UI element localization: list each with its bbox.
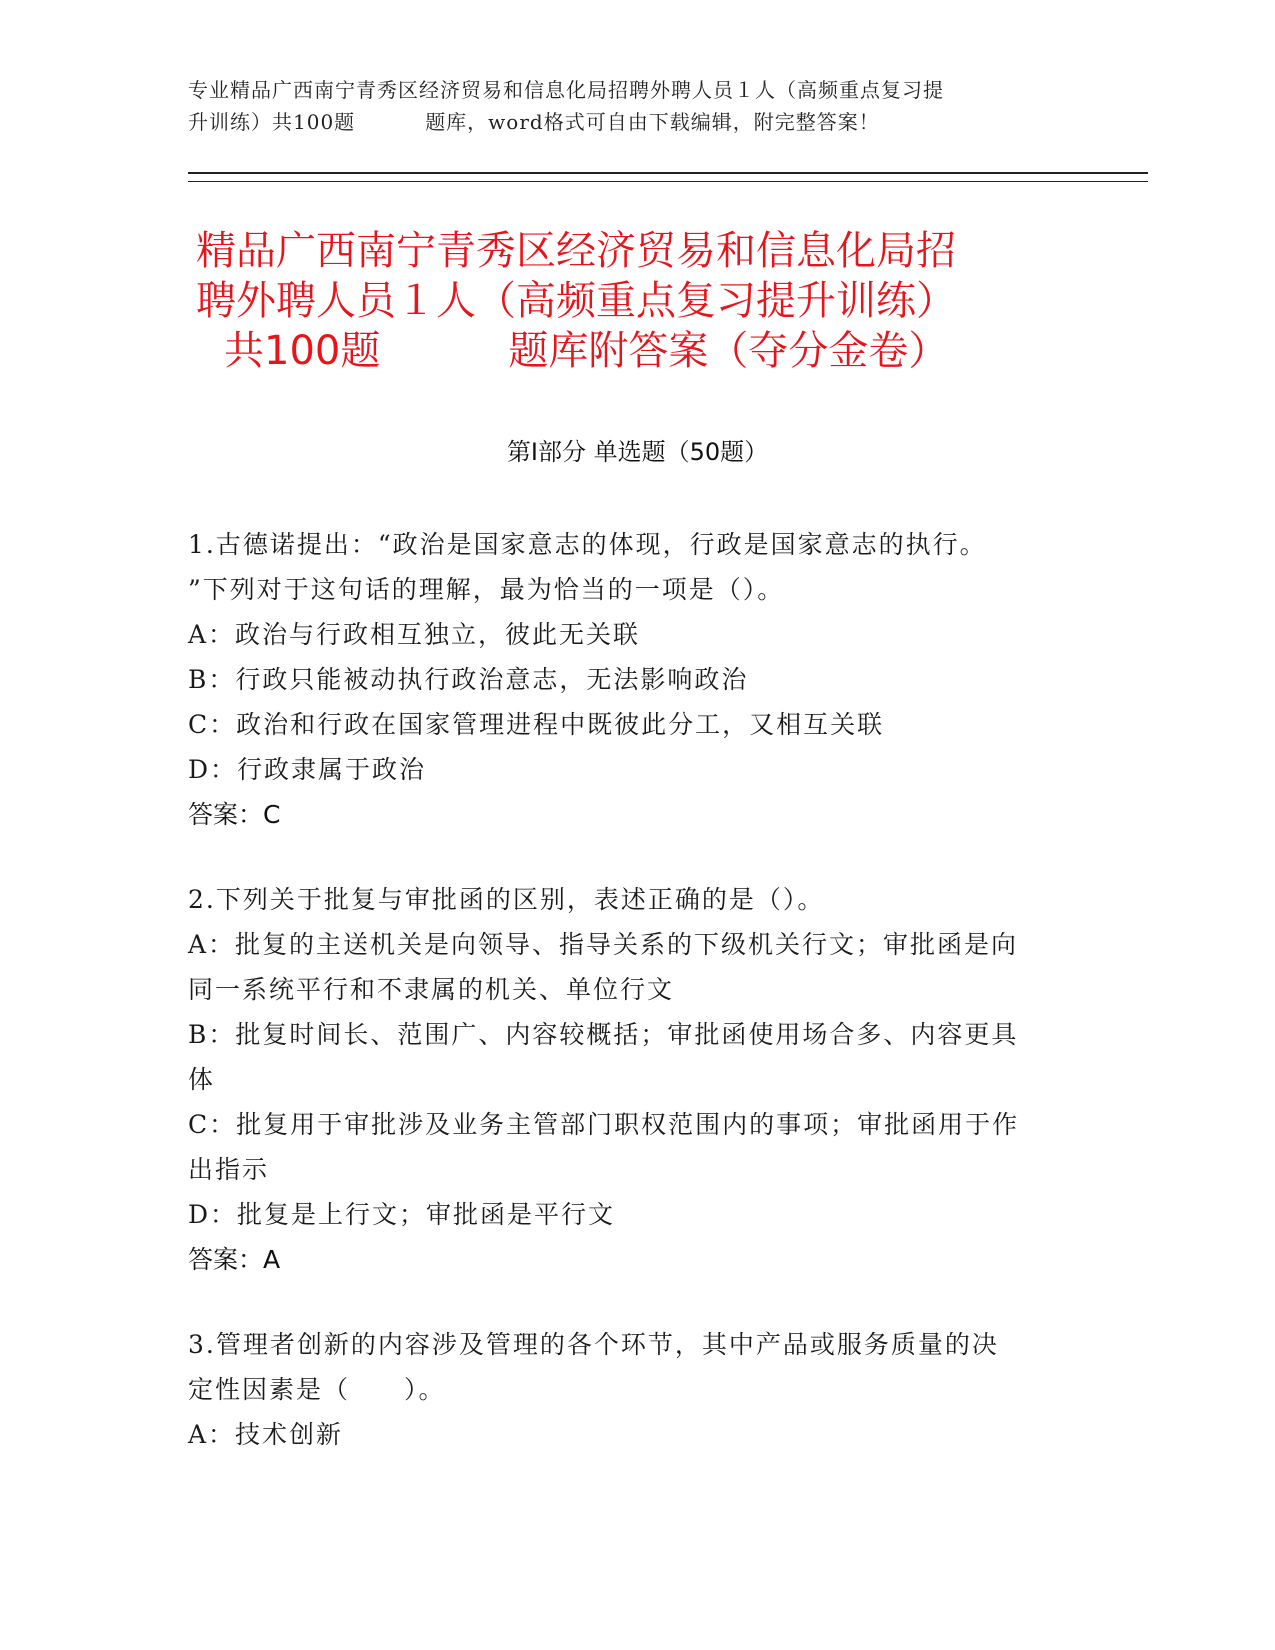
question-text-line: 1.古德诺提出：“政治是国家意志的体现，行政是国家意志的执行。 <box>188 530 987 559</box>
header-note-line-2 <box>188 106 1088 138</box>
answer-option-line: A：批复的主送机关是向领导、指导关系的下级机关行文；审批函是向 <box>188 930 1019 959</box>
header-rule-thick <box>188 172 1148 174</box>
question-list <box>188 522 1068 1497</box>
answer-option-line: B：批复时间长、范围广、内容较概括；审批函使用场合多、内容更具 <box>188 1020 1019 1049</box>
section-title: 第Ⅰ部分 单选题（50题） <box>506 438 769 466</box>
title-line-3b: 题库附答案（夺分金卷） <box>508 328 949 374</box>
header-note <box>188 74 1088 138</box>
question-item <box>188 1322 1068 1457</box>
answer-option-line: A：技术创新 <box>188 1420 344 1449</box>
question-text-line: 定性因素是（ ）。 <box>188 1375 446 1404</box>
answer-option-line: C：政治和行政在国家管理进程中既彼此分工，又相互关联 <box>188 710 885 739</box>
question-text-line: ”下列对于这句话的理解，最为恰当的一项是（）。 <box>188 575 785 604</box>
header-rule-thin <box>188 181 1148 182</box>
header-note-line-2b: 题库，word格式可自由下载编辑，附完整答案！ <box>425 110 880 134</box>
document-title <box>196 226 1096 376</box>
answer-option-line: D：批复是上行文；审批函是平行文 <box>188 1200 616 1229</box>
header-note-line-1: 专业精品广西南宁青秀区经济贸易和信息化局招聘外聘人员１人（高频重点复习提 <box>188 78 944 102</box>
title-line-2: 聘外聘人员１人（高频重点复习提升训练） <box>196 278 956 324</box>
question-text-line: 2.下列关于批复与审批函的区别，表述正确的是（）。 <box>188 885 825 914</box>
title-line-3a: 共100题 <box>224 328 381 374</box>
answer-option-line: C：批复用于审批涉及业务主管部门职权范围内的事项；审批函用于作 <box>188 1110 1020 1139</box>
answer-option-line: A：政治与行政相互独立，彼此无关联 <box>188 620 641 649</box>
header-note-line-2a: 升训练）共100题 <box>188 110 356 134</box>
question-item <box>188 877 1068 1282</box>
answer-key: 答案：C <box>188 800 281 829</box>
answer-option-line: B：行政只能被动执行政治意志，无法影响政治 <box>188 665 749 694</box>
answer-option-line: 同一系统平行和不隶属的机关、单位行文 <box>188 975 675 1004</box>
answer-option-line: D：行政隶属于政治 <box>188 755 427 784</box>
question-text-line: 3.管理者创新的内容涉及管理的各个环节，其中产品或服务质量的决 <box>188 1330 999 1359</box>
answer-key: 答案：A <box>188 1245 281 1274</box>
question-item <box>188 522 1068 837</box>
answer-option-line: 体 <box>188 1065 216 1094</box>
title-line-1: 精品广西南宁青秀区经济贸易和信息化局招 <box>196 228 956 274</box>
title-line-3 <box>196 326 1096 376</box>
answer-option-line: 出指示 <box>188 1155 270 1184</box>
